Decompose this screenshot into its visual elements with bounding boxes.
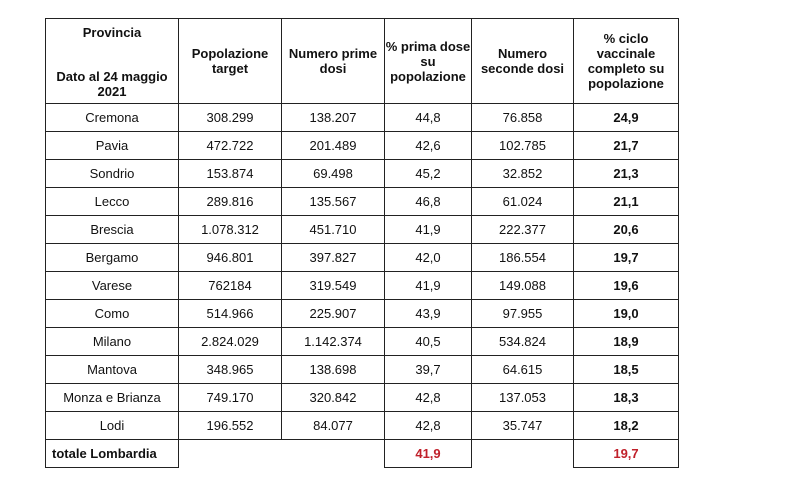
cell-prime-dosi: 138.698: [282, 356, 385, 384]
cell-pct-prima: 42,8: [385, 384, 472, 412]
cell-pct-ciclo: 21,1: [574, 188, 679, 216]
cell-provincia: Milano: [46, 328, 179, 356]
cell-popolazione: 514.966: [179, 300, 282, 328]
total-empty-cell: [282, 440, 385, 468]
cell-provincia: Como: [46, 300, 179, 328]
table-body: [46, 104, 679, 440]
total-pct-prima: 41,9: [385, 440, 472, 468]
cell-pct-ciclo: 18,2: [574, 412, 679, 440]
header-prime-dosi: Numero prime dosi: [282, 19, 385, 104]
cell-pct-prima: 45,2: [385, 160, 472, 188]
cell-popolazione: 946.801: [179, 244, 282, 272]
cell-prime-dosi: 225.907: [282, 300, 385, 328]
header-provincia-cell: [46, 19, 179, 104]
cell-prime-dosi: 69.498: [282, 160, 385, 188]
total-empty-cell: [472, 440, 574, 468]
cell-pct-prima: 42,8: [385, 412, 472, 440]
cell-pct-ciclo: 19,6: [574, 272, 679, 300]
cell-popolazione: 472.722: [179, 132, 282, 160]
cell-pct-ciclo: 19,7: [574, 244, 679, 272]
cell-pct-prima: 42,0: [385, 244, 472, 272]
cell-seconde-dosi: 149.088: [472, 272, 574, 300]
cell-provincia: Cremona: [46, 104, 179, 132]
cell-provincia: Mantova: [46, 356, 179, 384]
header-date-note: Dato al 24 maggio 2021: [56, 69, 168, 99]
cell-seconde-dosi: 61.024: [472, 188, 574, 216]
cell-provincia: Monza e Brianza: [46, 384, 179, 412]
header-pct-prima: % prima dose su popolazione: [385, 19, 472, 104]
cell-seconde-dosi: 97.955: [472, 300, 574, 328]
cell-pct-ciclo: 21,3: [574, 160, 679, 188]
cell-prime-dosi: 84.077: [282, 412, 385, 440]
cell-provincia: Lodi: [46, 412, 179, 440]
cell-provincia: Brescia: [46, 216, 179, 244]
cell-prime-dosi: 451.710: [282, 216, 385, 244]
cell-pct-prima: 39,7: [385, 356, 472, 384]
cell-pct-ciclo: 18,5: [574, 356, 679, 384]
cell-pct-ciclo: 18,9: [574, 328, 679, 356]
cell-popolazione: 196.552: [179, 412, 282, 440]
cell-provincia: Lecco: [46, 188, 179, 216]
total-pct-ciclo: 19,7: [574, 440, 679, 468]
cell-pct-prima: 43,9: [385, 300, 472, 328]
table-row: [46, 216, 679, 244]
cell-popolazione: 348.965: [179, 356, 282, 384]
header-pct-ciclo: % ciclo vaccinale completo su popolazione: [574, 19, 679, 104]
cell-popolazione: 308.299: [179, 104, 282, 132]
cell-pct-prima: 44,8: [385, 104, 472, 132]
header-popolazione: Popolazione target: [179, 19, 282, 104]
cell-pct-prima: 40,5: [385, 328, 472, 356]
cell-seconde-dosi: 102.785: [472, 132, 574, 160]
cell-pct-prima: 41,9: [385, 216, 472, 244]
header-provincia: Provincia: [82, 25, 142, 40]
cell-prime-dosi: 135.567: [282, 188, 385, 216]
header-seconde-dosi: Numero seconde dosi: [472, 19, 574, 104]
cell-pct-ciclo: 24,9: [574, 104, 679, 132]
cell-prime-dosi: 397.827: [282, 244, 385, 272]
cell-popolazione: 289.816: [179, 188, 282, 216]
cell-popolazione: 2.824.029: [179, 328, 282, 356]
table-row: [46, 412, 679, 440]
total-row: [46, 440, 679, 468]
cell-provincia: Varese: [46, 272, 179, 300]
vaccination-table: [45, 18, 679, 468]
cell-seconde-dosi: 76.858: [472, 104, 574, 132]
table-row: [46, 188, 679, 216]
total-label: totale Lombardia: [46, 440, 179, 468]
cell-pct-ciclo: 21,7: [574, 132, 679, 160]
cell-seconde-dosi: 137.053: [472, 384, 574, 412]
cell-seconde-dosi: 186.554: [472, 244, 574, 272]
cell-provincia: Pavia: [46, 132, 179, 160]
table-row: [46, 272, 679, 300]
cell-popolazione: 749.170: [179, 384, 282, 412]
cell-popolazione: 153.874: [179, 160, 282, 188]
cell-seconde-dosi: 32.852: [472, 160, 574, 188]
cell-prime-dosi: 320.842: [282, 384, 385, 412]
cell-seconde-dosi: 222.377: [472, 216, 574, 244]
cell-pct-prima: 41,9: [385, 272, 472, 300]
header-row: [46, 19, 679, 104]
cell-popolazione: 1.078.312: [179, 216, 282, 244]
cell-seconde-dosi: 64.615: [472, 356, 574, 384]
cell-pct-ciclo: 18,3: [574, 384, 679, 412]
cell-popolazione: 762184: [179, 272, 282, 300]
table-row: [46, 384, 679, 412]
cell-pct-ciclo: 19,0: [574, 300, 679, 328]
cell-prime-dosi: 319.549: [282, 272, 385, 300]
cell-pct-prima: 42,6: [385, 132, 472, 160]
table-row: [46, 132, 679, 160]
table-row: [46, 244, 679, 272]
total-empty-cell: [179, 440, 282, 468]
table-row: [46, 356, 679, 384]
table-row: [46, 300, 679, 328]
cell-pct-ciclo: 20,6: [574, 216, 679, 244]
cell-provincia: Sondrio: [46, 160, 179, 188]
cell-seconde-dosi: 35.747: [472, 412, 574, 440]
cell-seconde-dosi: 534.824: [472, 328, 574, 356]
cell-pct-prima: 46,8: [385, 188, 472, 216]
table-row: [46, 160, 679, 188]
table-row: [46, 328, 679, 356]
cell-provincia: Bergamo: [46, 244, 179, 272]
cell-prime-dosi: 1.142.374: [282, 328, 385, 356]
cell-prime-dosi: 201.489: [282, 132, 385, 160]
cell-prime-dosi: 138.207: [282, 104, 385, 132]
table-row: [46, 104, 679, 132]
